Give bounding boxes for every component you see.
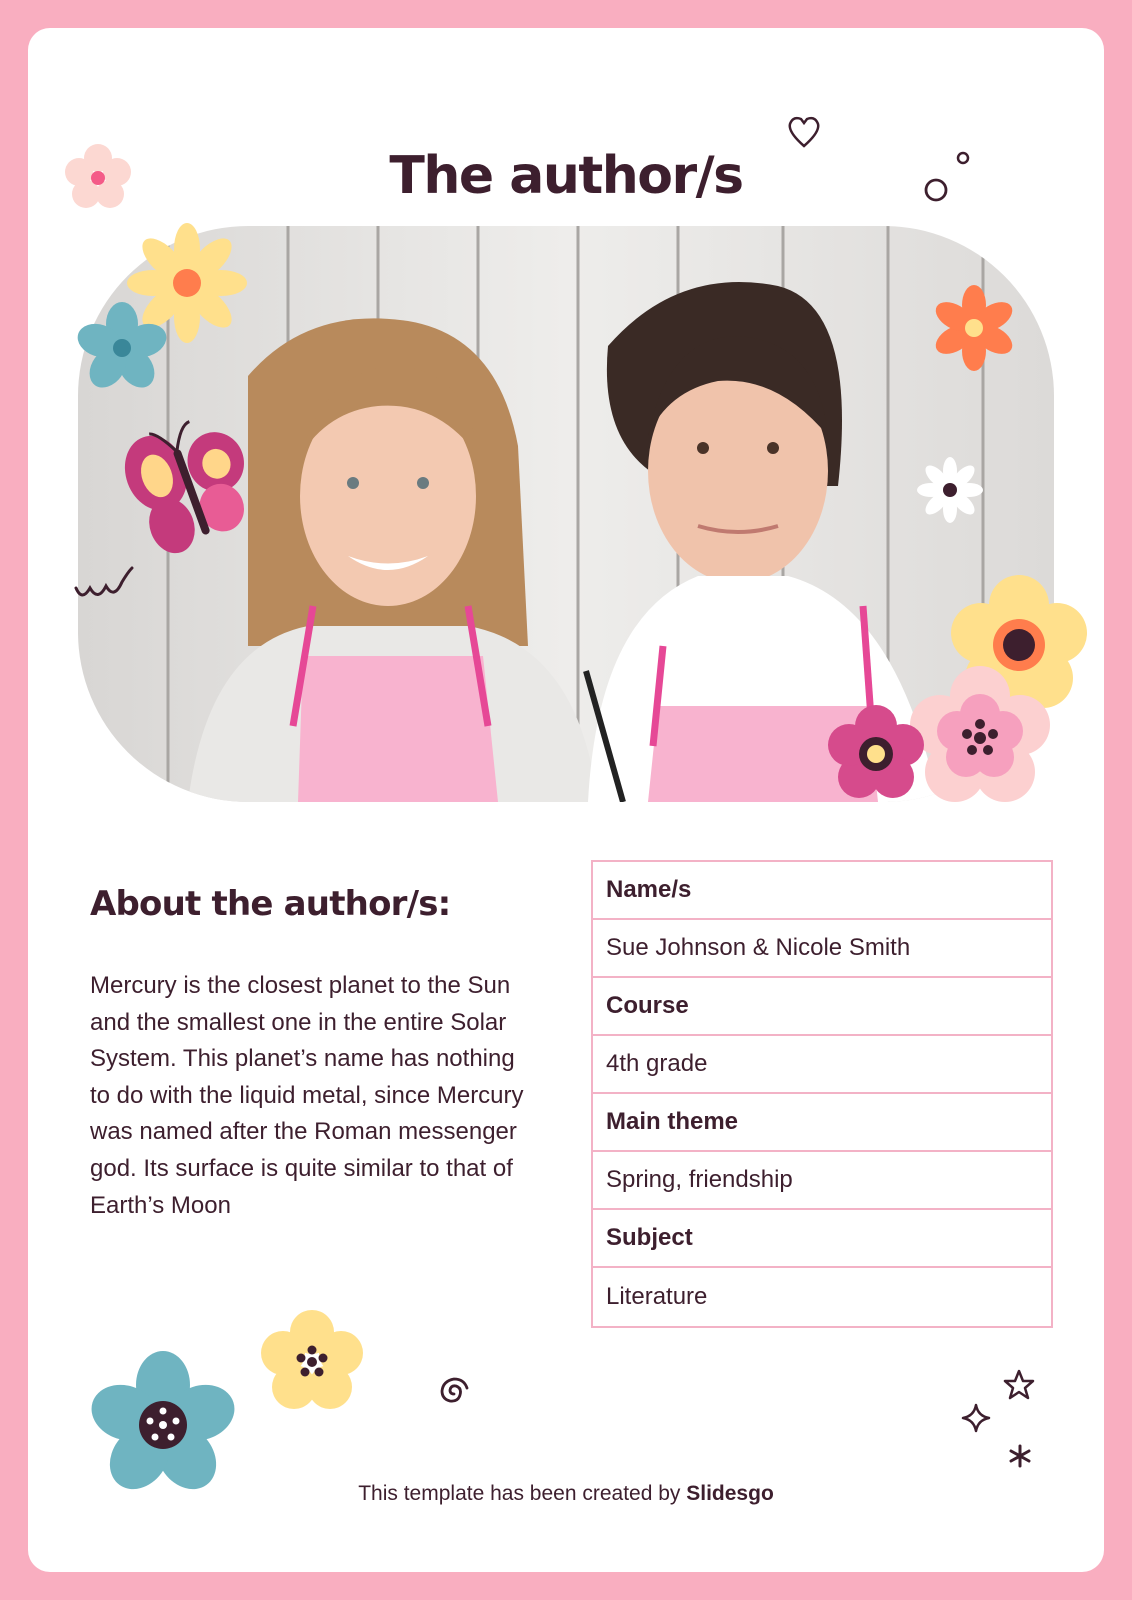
heart-icon	[784, 112, 824, 152]
info-label-course: Course	[593, 978, 1051, 1036]
footer-brand-link[interactable]: Slidesgo	[686, 1482, 774, 1505]
info-value-names: Sue Johnson & Nicole Smith	[593, 920, 1051, 978]
flower-icon	[914, 454, 986, 526]
footer-credit	[28, 1482, 1104, 1506]
flower-icon	[254, 1304, 370, 1420]
info-label-subject: Subject	[593, 1210, 1051, 1268]
info-label-names: Name/s	[593, 862, 1051, 920]
footer-text: This template has been created by	[358, 1482, 687, 1505]
wave-doodle-icon	[72, 558, 138, 602]
info-value-subject: Literature	[606, 1283, 708, 1310]
flower-icon	[928, 282, 1020, 374]
info-table	[591, 860, 1053, 1328]
flower-icon	[86, 1348, 240, 1502]
star-icon	[1002, 1368, 1036, 1402]
info-value-course: 4th grade	[593, 1036, 1051, 1094]
slide-card	[28, 28, 1104, 1572]
butterfly-icon	[118, 418, 258, 558]
flower-icon	[74, 300, 170, 396]
about-description: Mercury is the closest planet to the Sun and the smallest one in the entire Solar System. This planet’s name has nothing to do with the liquid metal, since Mercury was named after the Roman messenger god. Its surface is quite similar to that of Earth’s Moon	[90, 972, 524, 1219]
info-value-theme: Spring, friendship	[593, 1152, 1051, 1210]
page-title: The author/s	[389, 146, 743, 206]
circle-doodle-icon	[918, 148, 978, 208]
about-title: About the author/s:	[90, 884, 451, 924]
sparkle-icon	[960, 1402, 992, 1434]
flower-icon	[818, 696, 934, 812]
swirl-icon	[436, 1374, 472, 1412]
flower-icon	[56, 136, 140, 220]
asterisk-icon	[1008, 1444, 1032, 1468]
info-label-theme: Main theme	[593, 1094, 1051, 1152]
